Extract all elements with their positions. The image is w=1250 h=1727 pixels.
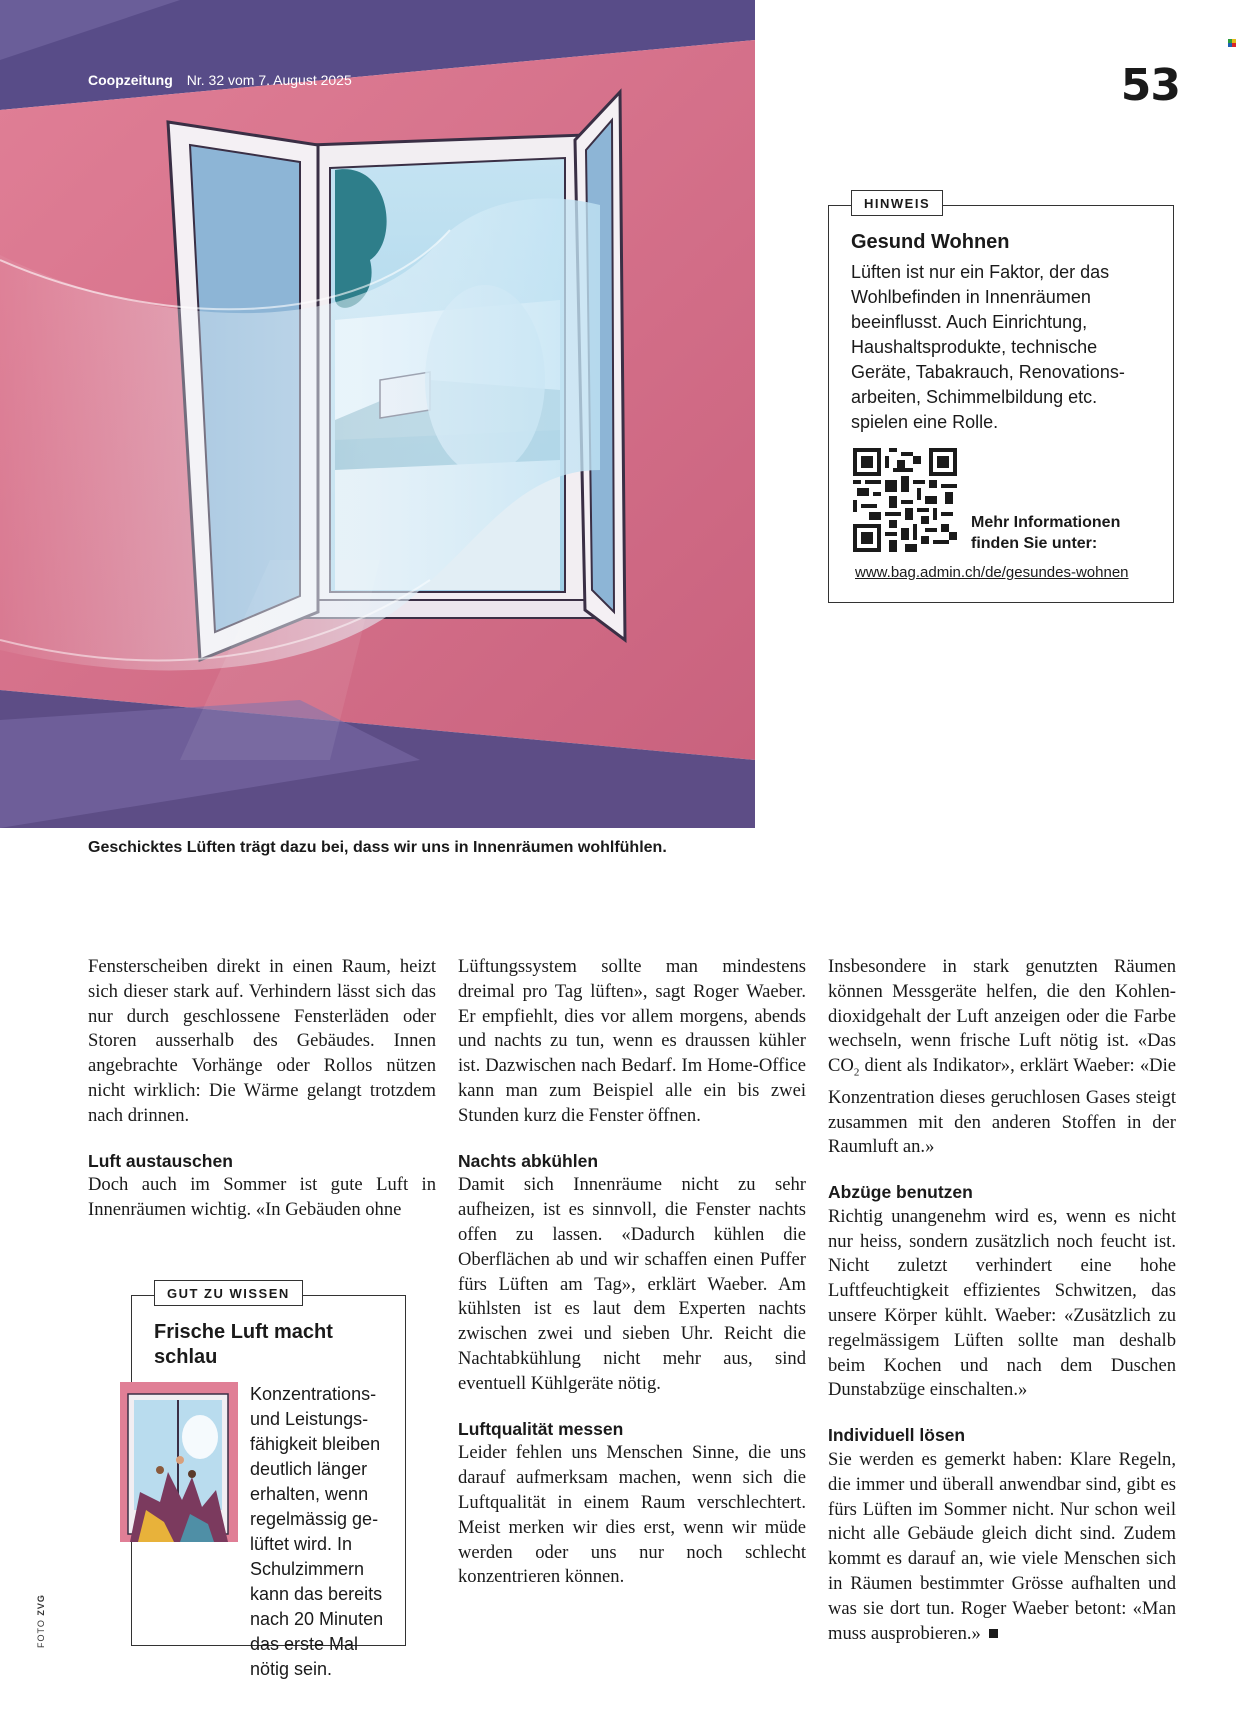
qr-label: Mehr Informationen finden Sie unter: — [971, 514, 1121, 552]
paragraph: Damit sich Innenräume nicht zu sehr aufheizen, ist es sinnvoll, die Fenster nachts offen zu lassen. «Dadurch kühlen die Oberflächen ab und wir schaffen einen Puffer fürs Lüften am Tag», erklärt Waeber. Am kühlsten ist es laut dem Experten nachts zwischen zwei und sieben Uhr. Reicht die Nachtabkühlung nicht mehr aus, sind eventuell Kühlgeräte nötig. — [458, 1174, 806, 1394]
hinweis-tag: HINWEIS — [851, 190, 943, 216]
qr-code-icon[interactable] — [853, 448, 957, 552]
subheading-individuell: Individuell lösen — [828, 1425, 966, 1446]
article-column-1 — [88, 955, 436, 1223]
issue-info: Nr. 32 vom 7. August 2025 — [186, 72, 352, 88]
wissen-box — [131, 1286, 406, 1679]
masthead — [88, 72, 352, 88]
hinweis-text: Lüften ist nur ein Faktor, der das Wohlbefinden in Innenräumen beeinflusst. Auch Einrichtung, Haushaltsprodukte, technische Geräte, Tabakrauch, Renovationsarbeiten, Schimmelbildung etc. spielen eine Rolle. — [851, 262, 1125, 432]
paragraph-final: Sie werden es gemerkt haben: Klare Regeln, die immer und überall anwendbar sind, gibt es fürs Lüften im Sommer nicht. Nur schon weil nicht alle Gebäude gleich dicht sind. Zudem kommt es darauf an, wie viele Menschen sich in Räumen bestimmter Grösse aufhalten und was sie dort tun. Roger Waeber betont: «Man muss ausprobieren.» — [828, 1449, 1176, 1644]
paragraph: Richtig unangenehm wird es, wenn es nicht nur heiss, sondern zusätzlich noch feucht ist. Nicht zuletzt verhindert eine hohe Luftfeuchtigkeit effizientes Schwitzen, das unsere Körper kühlt. Waeber: «Zusätzlich zu regelmässigem Lüften sollte man deshalb beim Kochen und nach dem Duschen Dunstabzüge einschalten.» — [828, 1205, 1176, 1401]
wissen-tag: GUT ZU WISSEN — [154, 1280, 303, 1306]
paragraph: Leider fehlen uns Menschen Sinne, die uns darauf aufmerksam machen, wenn sich die Luftqualität in einem Raum verschlechtert. Meist merken wir dies erst, wenn wir müde werden oder uns nur noch schlecht konzentrieren können. — [458, 1442, 806, 1588]
co2-subscript: 2 — [853, 1066, 860, 1079]
window-illustration — [0, 0, 755, 828]
subheading-abzuege: Abzüge benutzen — [828, 1182, 973, 1203]
wissen-title: Frische Luft macht schlau — [154, 1321, 333, 1368]
subheading-luft-austauschen: Luft austauschen — [88, 1150, 233, 1171]
image-caption: Geschicktes Lüften trägt dazu bei, dass wir uns in Innenräumen wohlfühlen. — [88, 839, 667, 856]
article-column-2 — [458, 955, 806, 1590]
page-number: 53 — [1120, 60, 1180, 111]
wissen-text: Konzentrations- und Leistungsfähigkeit bleiben deutlich länger erhalten, wenn regelmässig gelüftet wird. In Schulzimmern kann das bereits nach 20 Minuten das erste Mal nötig sein. — [250, 1384, 384, 1679]
paragraph: Lüftungssystem sollte man mindestens dreimal pro Tag lüften», sagt Roger Waeber. Er empfiehlt, dies vor allem morgens, abends und nachts zu tun, wenn es draussen kühler ist. Dazwischen nach Bedarf. Im Home-Office kann man zum Beispiel alle ein bis zwei Stunden kurz die Fenster öffnen. — [458, 956, 806, 1126]
subheading-nachts-abkuehlen: Nachts abkühlen — [458, 1150, 599, 1171]
classroom-window-illustration — [120, 1382, 238, 1542]
hinweis-title: Gesund Wohnen — [851, 231, 1010, 253]
subheading-luftqualitaet: Luftqualität messen — [458, 1418, 624, 1439]
photo-credit: FOTO ZVG — [36, 1594, 46, 1648]
hinweis-box — [828, 196, 1174, 603]
article-column-3 — [828, 955, 1176, 1646]
more-info-link[interactable]: www.bag.admin.ch/de/gesundes-wohnen — [855, 564, 1129, 581]
publication-name: Coopzeitung — [88, 72, 173, 88]
paragraph: Fensterscheiben direkt in einen Raum, heizt sich dieser stark auf. Verhindern lässt sich das nur durch geschlossene Fensterläden oder Storen ausserhalb des Gebäudes. Innen angebrachte Vorhänge oder Rollos nützen nicht wirklich: Die Wärme gelangt trotzdem nach drinnen. — [88, 956, 436, 1126]
coop-logo-icon — [1228, 34, 1236, 42]
end-mark-icon — [989, 1629, 998, 1638]
paragraph-co2: Insbesondere in stark genutzten Räumen können Messgeräte helfen, die den Kohlendioxidgehalt der Luft anzeigen oder die Farbe wechseln, wenn frische Luft nötig ist. «Das $CO_2$ dient als Indikator», erklärt Waeber: «Die Konzentration dieses geruchlosen Gases steigt zusammen mit den anderen Stoffen in der Raumluft an.» — [828, 956, 1176, 1158]
paragraph: Doch auch im Sommer ist gute Luft in Innenräumen wichtig. «In Gebäuden ohne — [88, 1174, 436, 1221]
